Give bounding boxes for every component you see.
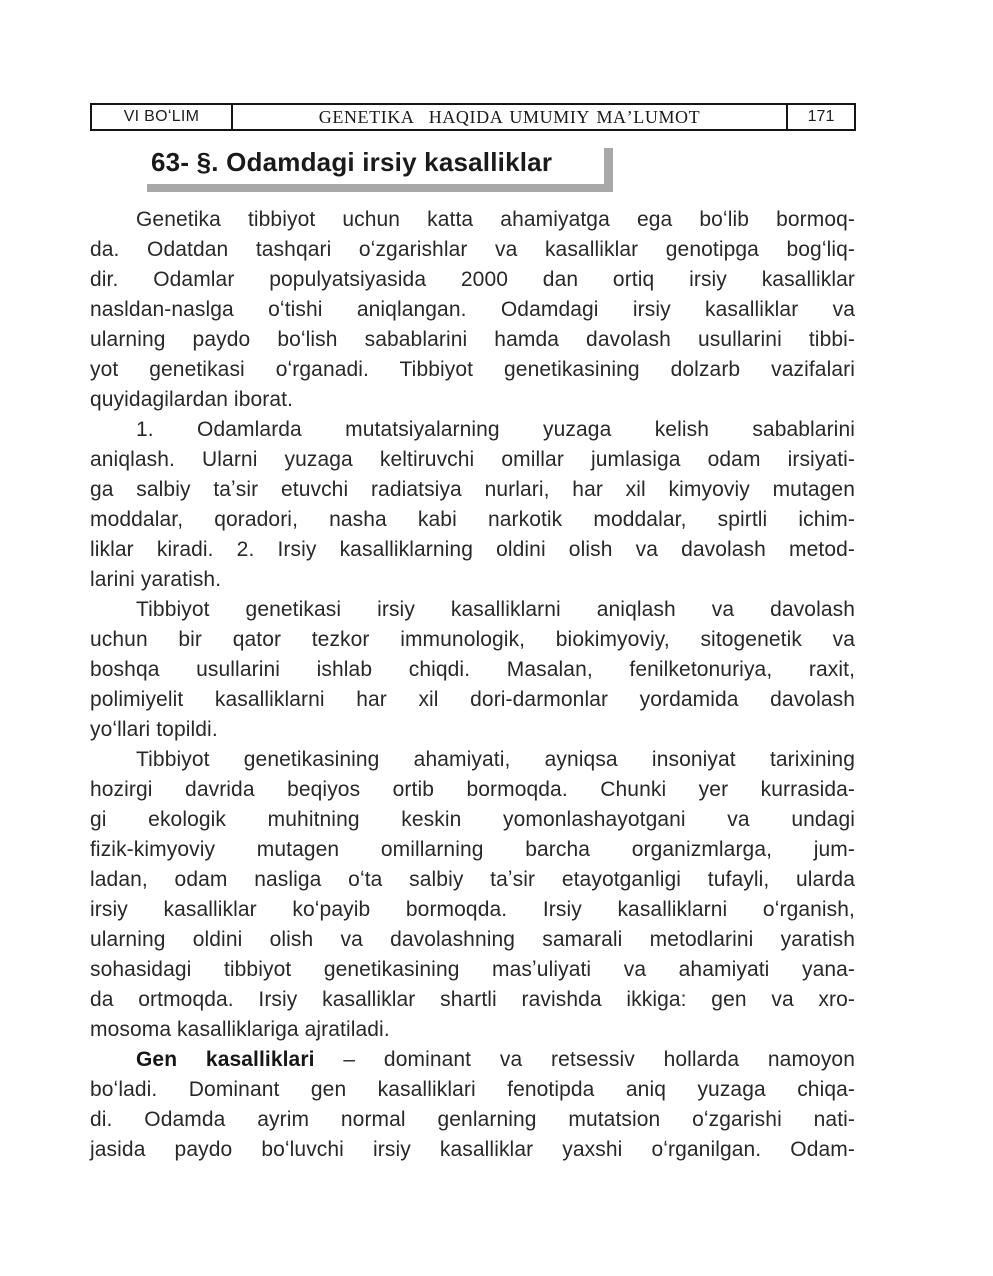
page-header xyxy=(90,103,856,131)
text-line: ladan, odam nasliga oʻta salbiy taʼsir etayotganligi tufayli, ularda xyxy=(90,868,855,891)
text-line: dir. Odamlar populyatsiyasida 2000 dan ortiq irsiy kasalliklar xyxy=(90,268,855,291)
text-line: mosoma kasalliklariga ajratiladi. xyxy=(90,1018,390,1041)
text-line: larini yaratish. xyxy=(90,568,222,591)
text-line: da. Odatdan tashqari oʻzgarishlar va kasalliklar genotipga bogʻliq- xyxy=(90,238,855,261)
text-line: ularning paydo boʻlish sabablarini hamda davolash usullarini tibbi- xyxy=(90,328,855,351)
text-line: ga salbiy taʼsir etuvchi radiatsiya nurlari, har xil kimyoviy mutagen xyxy=(90,478,855,501)
text-line: Tibbiyot genetikasining ahamiyati, ayniqsa insoniyat tarixining xyxy=(136,748,855,771)
text-line: gi ekologik muhitning keskin yomonlashayotgani va undagi xyxy=(90,808,855,831)
text-line: ularning oldini olish va davolashning samarali metodlarini yaratish xyxy=(90,928,855,951)
text-line: jasida paydo boʻluvchi irsiy kasalliklar yaxshi oʻrganilgan. Odam- xyxy=(90,1138,855,1161)
text-line: da ortmoqda. Irsiy kasalliklar shartli ravishda ikkiga: gen va xro- xyxy=(90,988,855,1011)
text-line: boʻladi. Dominant gen kasalliklari fenotipda aniq yuzaga chiqa- xyxy=(90,1078,855,1101)
section-title-box xyxy=(138,140,604,184)
text-line: sohasidagi tibbiyot genetikasining masʼuliyati va ahamiyati yana- xyxy=(90,958,855,981)
text-line xyxy=(90,1045,855,1075)
text-line: boshqa usullarini ishlab chiqdi. Masalan, fenilketonuriya, raxit, xyxy=(90,658,855,681)
text-line: Tibbiyot genetikasi irsiy kasalliklarni aniqlash va davolash xyxy=(136,598,855,621)
text-line: fizik-kimyoviy mutagen omillarning barcha organizmlarga, jum- xyxy=(90,838,855,861)
text-line: yoʻllari topildi. xyxy=(90,718,218,741)
page-number: 171 xyxy=(807,108,835,125)
chapter-title: GENETIKA HAQIDA UMUMIY MAʼLUMOT xyxy=(233,105,788,129)
text-line: uchun bir qator tezkor immunologik, biokimyoviy, sitogenetik va xyxy=(90,628,855,651)
text-line: polimiyelit kasalliklarni har xil dori-darmonlar yordamida davolash xyxy=(90,688,855,711)
text-line: liklar kiradi. 2. Irsiy kasalliklarning oldini olish va davolash metod- xyxy=(90,538,855,561)
text-line: di. Odamda ayrim normal genlarning mutatsion oʻzgarishi nati- xyxy=(90,1108,855,1131)
text-line: 1. Odamlarda mutatsiyalarning yuzaga kelish sabablarini xyxy=(136,418,855,441)
text-line: aniqlash. Ularni yuzaga keltiruvchi omillar jumlasiga odam irsiyati- xyxy=(90,448,855,471)
text-line: hozirgi davrida beqiyos ortib bormoqda. Chunki yer kurrasida- xyxy=(90,778,855,801)
body-text xyxy=(90,205,855,1165)
text-line: nasldan-naslga oʻtishi aniqlangan. Odamdagi irsiy kasalliklar va xyxy=(90,298,855,321)
chapter-label: VI BOʻLIM xyxy=(92,105,233,129)
text-line: moddalar, qoradori, nasha kabi narkotik moddalar, spirtli ichim- xyxy=(90,508,855,531)
term-gen-kasalliklari: Gen kasalliklari xyxy=(136,1048,315,1071)
section-title: 63- §. Odamdagi irsiy kasalliklar xyxy=(151,146,553,177)
text-span: – dominant va retsessiv hollarda namoyon xyxy=(314,1048,855,1071)
text-line: yot genetikasi oʻrganadi. Tibbiyot genetikasining dolzarb vazifalari xyxy=(90,358,855,381)
text-line: quyidagilardan iborat. xyxy=(90,388,294,411)
text-line: irsiy kasalliklar koʻpayib bormoqda. Irsiy kasalliklarni oʻrganish, xyxy=(90,898,855,921)
text-line: Genetika tibbiyot uchun katta ahamiyatga ega boʻlib bormoq- xyxy=(136,208,855,231)
